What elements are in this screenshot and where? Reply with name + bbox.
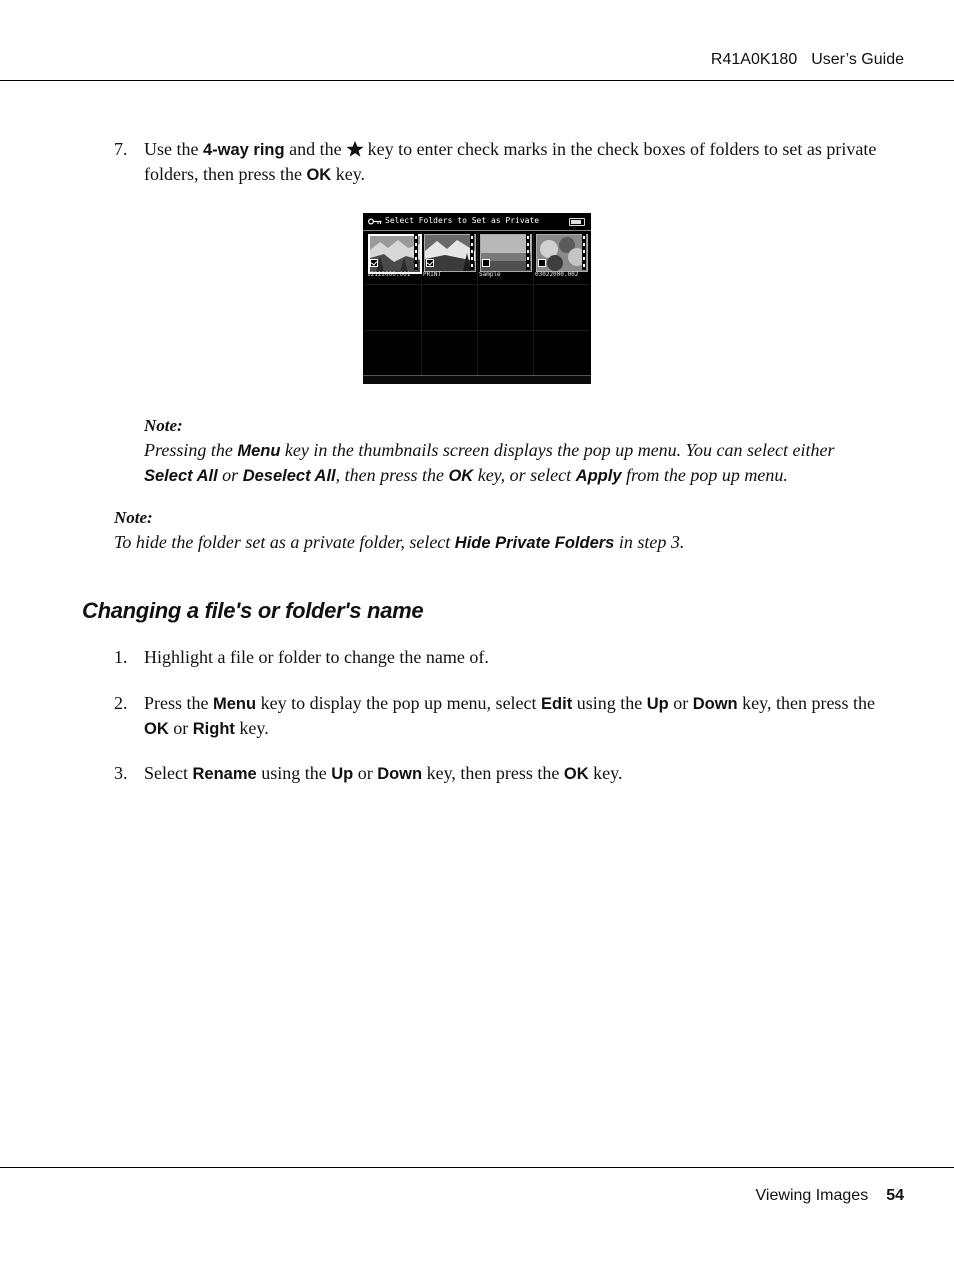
thumbnail-label: 03022000.002 <box>535 271 579 278</box>
device-screenshot <box>363 213 591 384</box>
thumbnail-folder-4[interactable] <box>534 232 588 284</box>
document-id: R41A0K180 <box>710 51 798 68</box>
note-1-text: Pressing the Menu key in the thumbnails screen displays the pop up menu. You can select either Select All or Deselect All, then press the OK key, or select Apply from the pop up menu. <box>144 440 835 485</box>
checkbox-unchecked[interactable] <box>482 259 490 267</box>
section-heading-container <box>82 598 423 624</box>
step-3-number: 3. <box>114 763 128 783</box>
screen-title-bar <box>363 213 591 231</box>
note-2-label: Note: <box>114 508 153 527</box>
step-2-number: 2. <box>114 693 128 713</box>
step-7-text: Use the 4-way ring and the key to enter check marks in the check boxes of folders to set as private folders, then press the OK key. <box>144 139 877 184</box>
guide-title: User’s Guide <box>811 51 904 68</box>
thumbnail-label: 12122000.001 <box>367 271 411 278</box>
note-2-text: To hide the folder set as a private folder, select Hide Private Folders in step 3. <box>114 532 685 552</box>
thumbnail-folder-1[interactable] <box>366 232 420 284</box>
checkbox-checked[interactable] <box>370 259 378 267</box>
step-7-number: 7. <box>114 139 128 159</box>
header-rule <box>0 80 954 81</box>
film-strip-icon <box>470 234 474 270</box>
key-icon <box>368 218 382 225</box>
page-footer <box>756 1187 904 1205</box>
screen-title: Select Folders to Set as Private <box>385 216 540 225</box>
thumbnail-folder-2[interactable] <box>422 232 476 284</box>
film-strip-icon <box>526 234 530 270</box>
step-1-number: 1. <box>114 647 128 667</box>
checkbox-unchecked[interactable] <box>538 259 546 267</box>
page-header <box>711 51 904 69</box>
checkbox-checked[interactable] <box>426 259 434 267</box>
step-3-text: Select Rename using the Up or Down key, then press the OK key. <box>144 763 623 783</box>
section-heading: Changing a file's or folder's name <box>82 598 424 623</box>
thumbnail-label: Sample <box>479 271 501 278</box>
thumbnail-label: PRINT <box>423 271 442 278</box>
thumbnail-folder-3[interactable] <box>478 232 532 284</box>
footer-section: Viewing Images <box>755 1187 869 1204</box>
star-icon <box>346 140 364 158</box>
film-strip-icon <box>414 234 418 270</box>
battery-icon <box>569 218 585 226</box>
ok-key: OK <box>306 166 332 184</box>
footer-rule <box>0 1167 954 1168</box>
four-way-ring-key: 4-way ring <box>202 141 285 159</box>
film-strip-icon <box>582 234 586 270</box>
note-1-label: Note: <box>144 416 183 435</box>
page-number: 54 <box>886 1187 904 1204</box>
thumbnail-grid <box>365 232 589 376</box>
screen-status-bar <box>363 375 591 384</box>
step-2-text: Press the Menu key to display the pop up menu, select Edit using the Up or Down key, then press the OK or Right key. <box>144 693 875 738</box>
step-1-text: Highlight a file or folder to change the name of. <box>144 647 489 667</box>
